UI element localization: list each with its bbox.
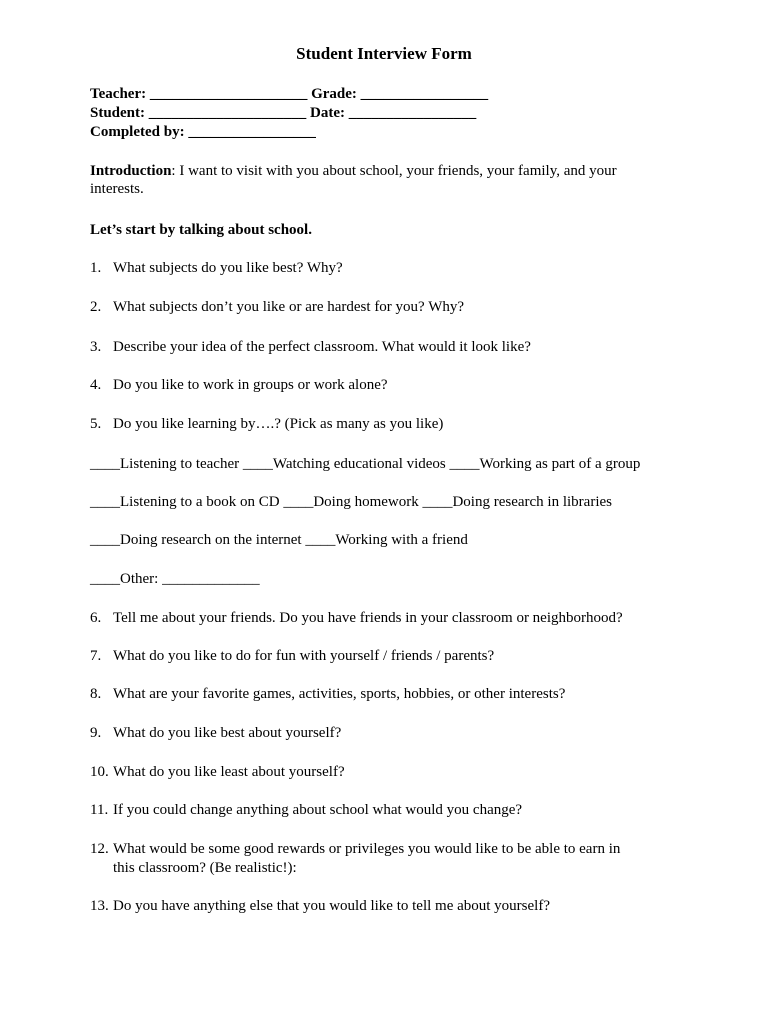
question-text: What subjects don’t you like or are hardest for you? Why? bbox=[113, 299, 465, 315]
question-item bbox=[90, 724, 341, 743]
question-number: 9. bbox=[90, 725, 102, 741]
question-number: 4. bbox=[90, 377, 102, 393]
question-item bbox=[90, 840, 633, 878]
question-item bbox=[90, 801, 522, 820]
question-text: What do you like to do for fun with yourself / friends / parents? bbox=[113, 648, 495, 664]
question-item bbox=[90, 298, 464, 317]
question-text: What do you like least about yourself? bbox=[113, 764, 345, 780]
question-item bbox=[90, 376, 388, 395]
question-text: Tell me about your friends. Do you have friends in your classroom or neighborhood? bbox=[113, 610, 623, 626]
question-text: What would be some good rewards or privileges you would like to be able to earn in this classroom? (Be realistic!): bbox=[113, 841, 621, 876]
question-text: Do you have anything else that you would like to tell me about yourself? bbox=[113, 898, 550, 914]
learning-option-line: ____Doing research on the internet ____Working with a friend bbox=[90, 532, 468, 548]
introduction-text: : I want to visit with you about school, your friends, your family, and your bbox=[171, 163, 617, 179]
question-number: 12. bbox=[90, 841, 109, 857]
question-number: 8. bbox=[90, 686, 102, 702]
question-number: 6. bbox=[90, 610, 102, 626]
question-text: If you could change anything about school what would you change? bbox=[113, 802, 523, 818]
question-number: 3. bbox=[90, 339, 102, 355]
question-text: What are your favorite games, activities, sports, hobbies, or other interests? bbox=[113, 686, 566, 702]
question-item bbox=[90, 647, 494, 666]
question-number: 1. bbox=[90, 260, 102, 276]
question-item bbox=[90, 609, 623, 628]
question-item bbox=[90, 763, 345, 782]
introduction-text-line2: interests. bbox=[90, 181, 144, 197]
learning-option-other: ____Other: _____________ bbox=[90, 571, 260, 587]
question-text: What do you like best about yourself? bbox=[113, 725, 342, 741]
section-heading: Let’s start by talking about school. bbox=[90, 222, 312, 238]
question-item bbox=[90, 259, 343, 278]
question-item bbox=[90, 415, 443, 434]
question-number: 10. bbox=[90, 764, 109, 780]
question-text: Describe your idea of the perfect classroom. What would it look like? bbox=[113, 339, 531, 355]
introduction-label: Introduction bbox=[90, 163, 172, 179]
question-number: 5. bbox=[90, 416, 102, 432]
question-item bbox=[90, 338, 531, 357]
question-number: 7. bbox=[90, 648, 102, 664]
learning-option-line: ____Listening to a book on CD ____Doing homework ____Doing research in libraries bbox=[90, 494, 612, 510]
question-text: Do you like learning by….? (Pick as many as you like) bbox=[113, 416, 444, 432]
page-title: Student Interview Form bbox=[296, 44, 472, 63]
question-number: 13. bbox=[90, 898, 109, 914]
question-item bbox=[90, 897, 550, 916]
learning-option-line: ____Listening to teacher ____Watching educational videos ____Working as part of a group bbox=[90, 456, 641, 472]
introduction bbox=[90, 162, 617, 181]
question-text: What subjects do you like best? Why? bbox=[113, 260, 343, 276]
question-number: 2. bbox=[90, 299, 102, 315]
completed-by-field: Completed by: _________________ bbox=[90, 124, 316, 140]
student-date-field: Student: _____________________ Date: _________________ bbox=[90, 105, 477, 121]
question-number: 11. bbox=[90, 802, 109, 818]
teacher-grade-field: Teacher: _____________________ Grade: _________________ bbox=[90, 86, 489, 102]
question-item bbox=[90, 685, 565, 704]
question-text: Do you like to work in groups or work alone? bbox=[113, 377, 388, 393]
